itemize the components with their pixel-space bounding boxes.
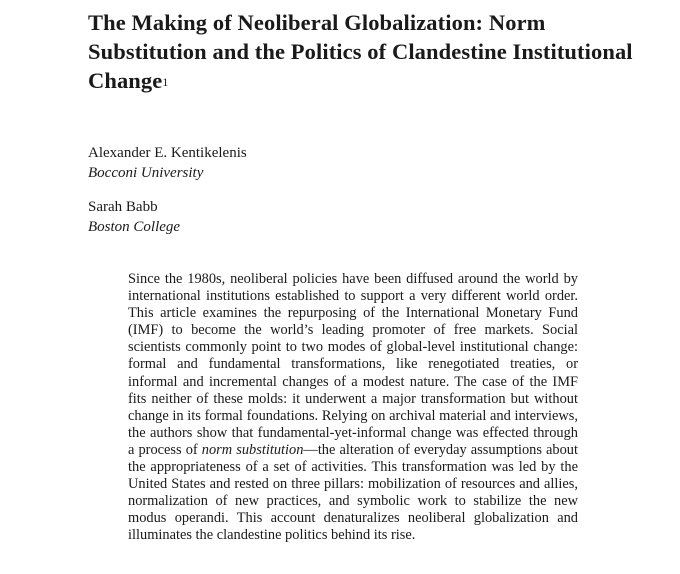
abstract-text-part2: —the alteration of everyday assumptions about the appropriateness of a set of activities. This transformation was led by the United States and rested on three pillars: mobilization of resources and allies, normalization of new practices, and symbolic work to stabilize the new modus operandi. This account denaturalizes neoliberal globalization and illuminates the clandestine politics behind its rise.: [128, 441, 578, 544]
author-name: Sarah Babb: [88, 199, 158, 215]
abstract-text-part1: Since the 1980s, neoliberal policies have been diffused around the world by international institutions established to support a very different world order. This article examines the repurposing of the International Monetary Fund (IMF) to become the world’s leading promoter of free markets. Social scientists commonly point to two modes of global-level institutional change: formal and fundamental transformations, like renegotiated treaties, or informal and incremental changes of a modest nature. The case of the IMF fits neither of these molds: it underwent a major transformation but without change in its formal foundations. Relying on archival material and interviews, the authors show that fundamental-yet-informal change was effected through a process of: [128, 271, 578, 458]
abstract-emphasis: norm substitution: [201, 441, 304, 458]
article-title: [88, 8, 648, 95]
author-block: [88, 197, 180, 237]
author-block: [88, 143, 247, 183]
author-affiliation: Boston College: [88, 219, 181, 235]
author-affiliation: Bocconi University: [88, 165, 204, 181]
article-title-text: The Making of Neoliberal Globalization: Norm Substitution and the Politics of Clandestine Institutional Change: [88, 10, 633, 93]
title-footnote-mark[interactable]: 1: [162, 75, 169, 89]
abstract: [128, 271, 578, 545]
author-name: Alexander E. Kentikelenis: [88, 145, 247, 161]
